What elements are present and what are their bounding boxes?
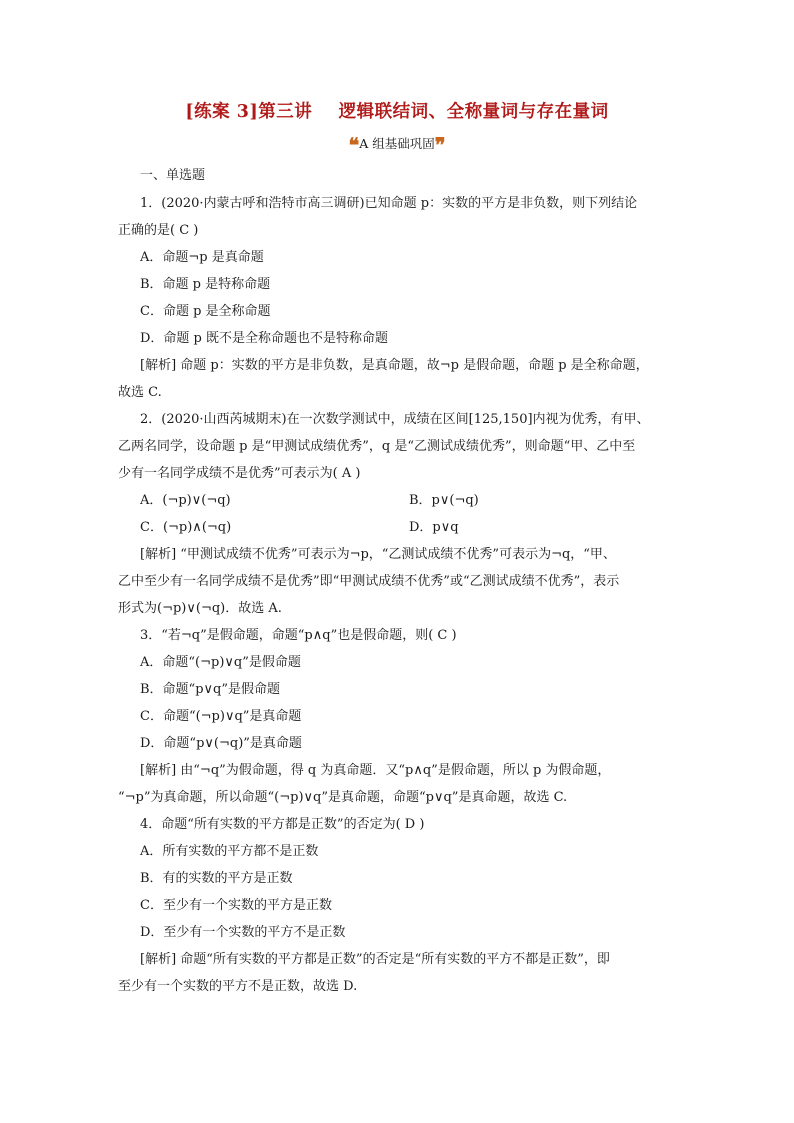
question-1-option-c: C．命题 p 是全称命题 xyxy=(140,304,271,319)
question-2-options-row-2 xyxy=(118,517,678,544)
question-4-option-a: A．所有实数的平方都不是正数 xyxy=(140,844,319,859)
question-1-stem: 1．(2020·内蒙古呼和浩特市高三调研)已知命题 p：实数的平方是非负数，则下列结论 xyxy=(140,196,638,211)
question-4-option-b: B．有的实数的平方是正数 xyxy=(140,871,293,886)
section-group-label xyxy=(0,133,794,157)
question-3-option-b: B．命题“p∨q”是假命题 xyxy=(140,682,281,697)
question-2-explanation-cont: 乙中至少有一名同学成绩不是优秀”即“甲测试成绩不优秀”或“乙测试成绩不优秀”，表示 xyxy=(118,574,620,589)
question-4-option-d: D．至少有一个实数的平方不是正数 xyxy=(140,925,346,940)
open-quote-icon: ❝ xyxy=(348,133,360,157)
question-3-option-d: D．命题“p∨(¬q)”是真命题 xyxy=(140,736,302,751)
question-2-option-b: B．p∨(¬q) xyxy=(409,493,479,508)
question-3-option-a: A．命题“(¬p)∨q”是假命题 xyxy=(140,655,301,670)
question-3-stem: 3．“若¬q”是假命题，命题“p∧q”也是假命题，则( C ) xyxy=(140,628,457,643)
question-4-option-c: C．至少有一个实数的平方是正数 xyxy=(140,898,332,913)
question-2-option-d: D．p∨q xyxy=(409,520,459,535)
question-1-explanation-cont: 故选 C. xyxy=(118,385,162,400)
question-1-explanation: [解析] 命题 p：实数的平方是非负数，是真命题，故¬p 是假命题，命题 p 是全称命题， xyxy=(140,358,649,373)
question-4-explanation-cont: 至少有一个实数的平方不是正数，故选 D. xyxy=(118,979,358,994)
section-heading: 一、单选题 xyxy=(140,168,206,183)
question-2-explanation: [解析] “甲测试成绩不优秀”可表示为¬p，“乙测试成绩不优秀”可表示为¬q，“甲、 xyxy=(140,547,616,562)
close-quote-icon: ❞ xyxy=(434,133,446,157)
question-1-option-a: A．命题¬p 是真命题 xyxy=(140,250,264,265)
question-4-stem: 4．命题“所有实数的平方都是正数”的否定为( D ) xyxy=(140,817,425,832)
question-3-explanation-cont: “¬p”为真命题，所以命题“(¬p)∨q”是真命题，命题“p∨q”是真命题，故选 C. xyxy=(118,790,568,805)
document-title: [练案 3]第三讲 逻辑联结词、全称量词与存在量词 xyxy=(185,102,609,122)
question-2-stem-cont-2: 少有一名同学成绩不是优秀”可表示为( A ) xyxy=(118,466,361,481)
question-4-explanation: [解析] 命题“所有实数的平方都是正数”的否定是“所有实数的平方不都是正数”，即 xyxy=(140,952,610,967)
question-1-option-b: B．命题 p 是特称命题 xyxy=(140,277,271,292)
question-1-stem-cont: 正确的是( C ) xyxy=(118,223,199,238)
question-2-stem: 2．(2020·山西芮城期末)在一次数学测试中，成绩在区间[125,150]内视为优秀，有甲、 xyxy=(140,412,650,427)
question-1-option-d: D．命题 p 既不是全称命题也不是特称命题 xyxy=(140,331,389,346)
question-2-option-c: C．(¬p)∧(¬q) xyxy=(140,520,232,535)
question-3-option-c: C．命题“(¬p)∨q”是真命题 xyxy=(140,709,302,724)
group-label-text: A 组基础巩固 xyxy=(359,136,435,151)
question-2-option-a: A．(¬p)∨(¬q) xyxy=(140,493,231,508)
question-3-explanation: [解析] 由“¬q”为假命题，得 q 为真命题．又“p∧q”是假命题，所以 p 为假命题， xyxy=(140,763,611,778)
question-2-options-row-1 xyxy=(118,490,678,517)
question-2-explanation-cont-2: 形式为(¬p)∨(¬q)．故选 A. xyxy=(118,601,282,616)
question-2-stem-cont: 乙两名同学，设命题 p 是“甲测试成绩优秀”，q 是“乙测试成绩优秀”，则命题“甲、乙中至 xyxy=(118,439,636,454)
question-list xyxy=(118,165,678,1003)
